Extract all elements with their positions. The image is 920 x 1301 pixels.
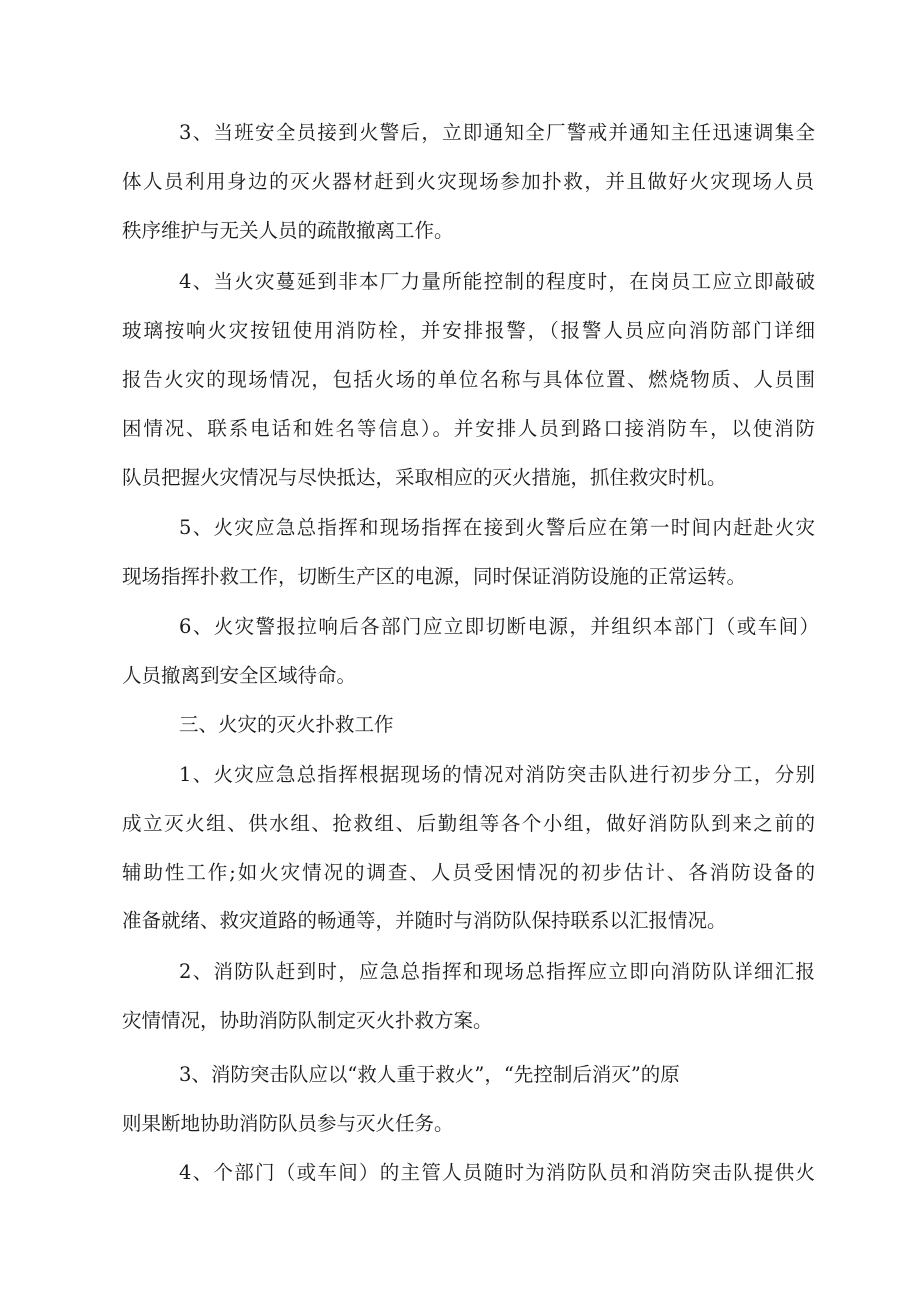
paragraph-3-line-2: 体人员利用身边的灭火器材赶到火灾现场参加扑救，并且做好火灾现场人员 <box>122 170 814 193</box>
paragraph-5-line-1: 5、火灾应急总指挥和现场指挥在接到火警后应在第一时间内赶赴火灾 <box>179 516 815 539</box>
paragraph-4-line-5: 队员把握火灾情况与尽快抵达，采取相应的灭火措施，抓住救灾时机。 <box>122 466 727 489</box>
paragraph-3-line-3: 秩序维护与无关人员的疏散撤离工作。 <box>122 219 454 242</box>
paragraph-5-line-2: 现场指挥扑救工作，切断生产区的电源，同时保证消防设施的正常运转。 <box>122 565 747 588</box>
paragraph-4-line-1: 4、当火灾蔓延到非本厂力量所能控制的程度时，在岗员工应立即敲破 <box>179 270 815 293</box>
paragraph-4-line-2: 玻璃按响火灾按钮使用消防栓，并安排报警，（报警人员应向消防部门详细 <box>122 319 815 342</box>
paragraph-3-line-1: 3、当班安全员接到火警后，立即通知全厂警戒并通知主任迅速调集全 <box>179 121 815 144</box>
paragraph-s3-2-line-1: 2、消防队赶到时，应急总指挥和现场总指挥应立即向消防队详细汇报 <box>179 960 815 983</box>
paragraph-6-line-2: 人员撤离到安全区域待命。 <box>122 664 357 687</box>
paragraph-6-line-1: 6、火灾警报拉响后各部门应立即切断电源，并组织本部门（或车间） <box>179 615 819 638</box>
paragraph-s3-1-line-1: 1、火灾应急总指挥根据现场的情况对消防突击队进行初步分工，分别 <box>179 763 815 786</box>
paragraph-s3-1-line-3: 辅助性工作;如火灾情况的调查、人员受困情况的初步估计、各消防设备的 <box>122 861 815 884</box>
paragraph-4-line-4: 困情况、联系电话和姓名等信息）。并安排人员到路口接消防车，以使消防 <box>122 417 815 440</box>
paragraph-4-line-3: 报告火灾的现场情况，包括火场的单位名称与具体位置、燃烧物质、人员围 <box>122 368 815 391</box>
paragraph-s3-3-line-1: 3、消防突击队应以“救人重于救火”，“先控制后消灭”的原 <box>179 1063 680 1086</box>
paragraph-s3-2-line-2: 灾情情况，协助消防队制定灭火扑救方案。 <box>122 1009 493 1032</box>
paragraph-s3-4-line-1: 4、个部门（或车间）的主管人员随时为消防队员和消防突击队提供火 <box>179 1161 815 1184</box>
paragraph-s3-1-line-2: 成立灭火组、供水组、抢救组、后勤组等各个小组，做好消防队到来之前的 <box>122 812 815 835</box>
section-heading-3: 三、火灾的灭火扑救工作 <box>179 713 394 736</box>
paragraph-s3-3-line-2: 则果断地协助消防队员参与灭火任务。 <box>122 1112 454 1135</box>
paragraph-s3-1-line-4: 准备就绪、救灾道路的畅通等，并随时与消防队保持联系以汇报情况。 <box>122 909 727 932</box>
